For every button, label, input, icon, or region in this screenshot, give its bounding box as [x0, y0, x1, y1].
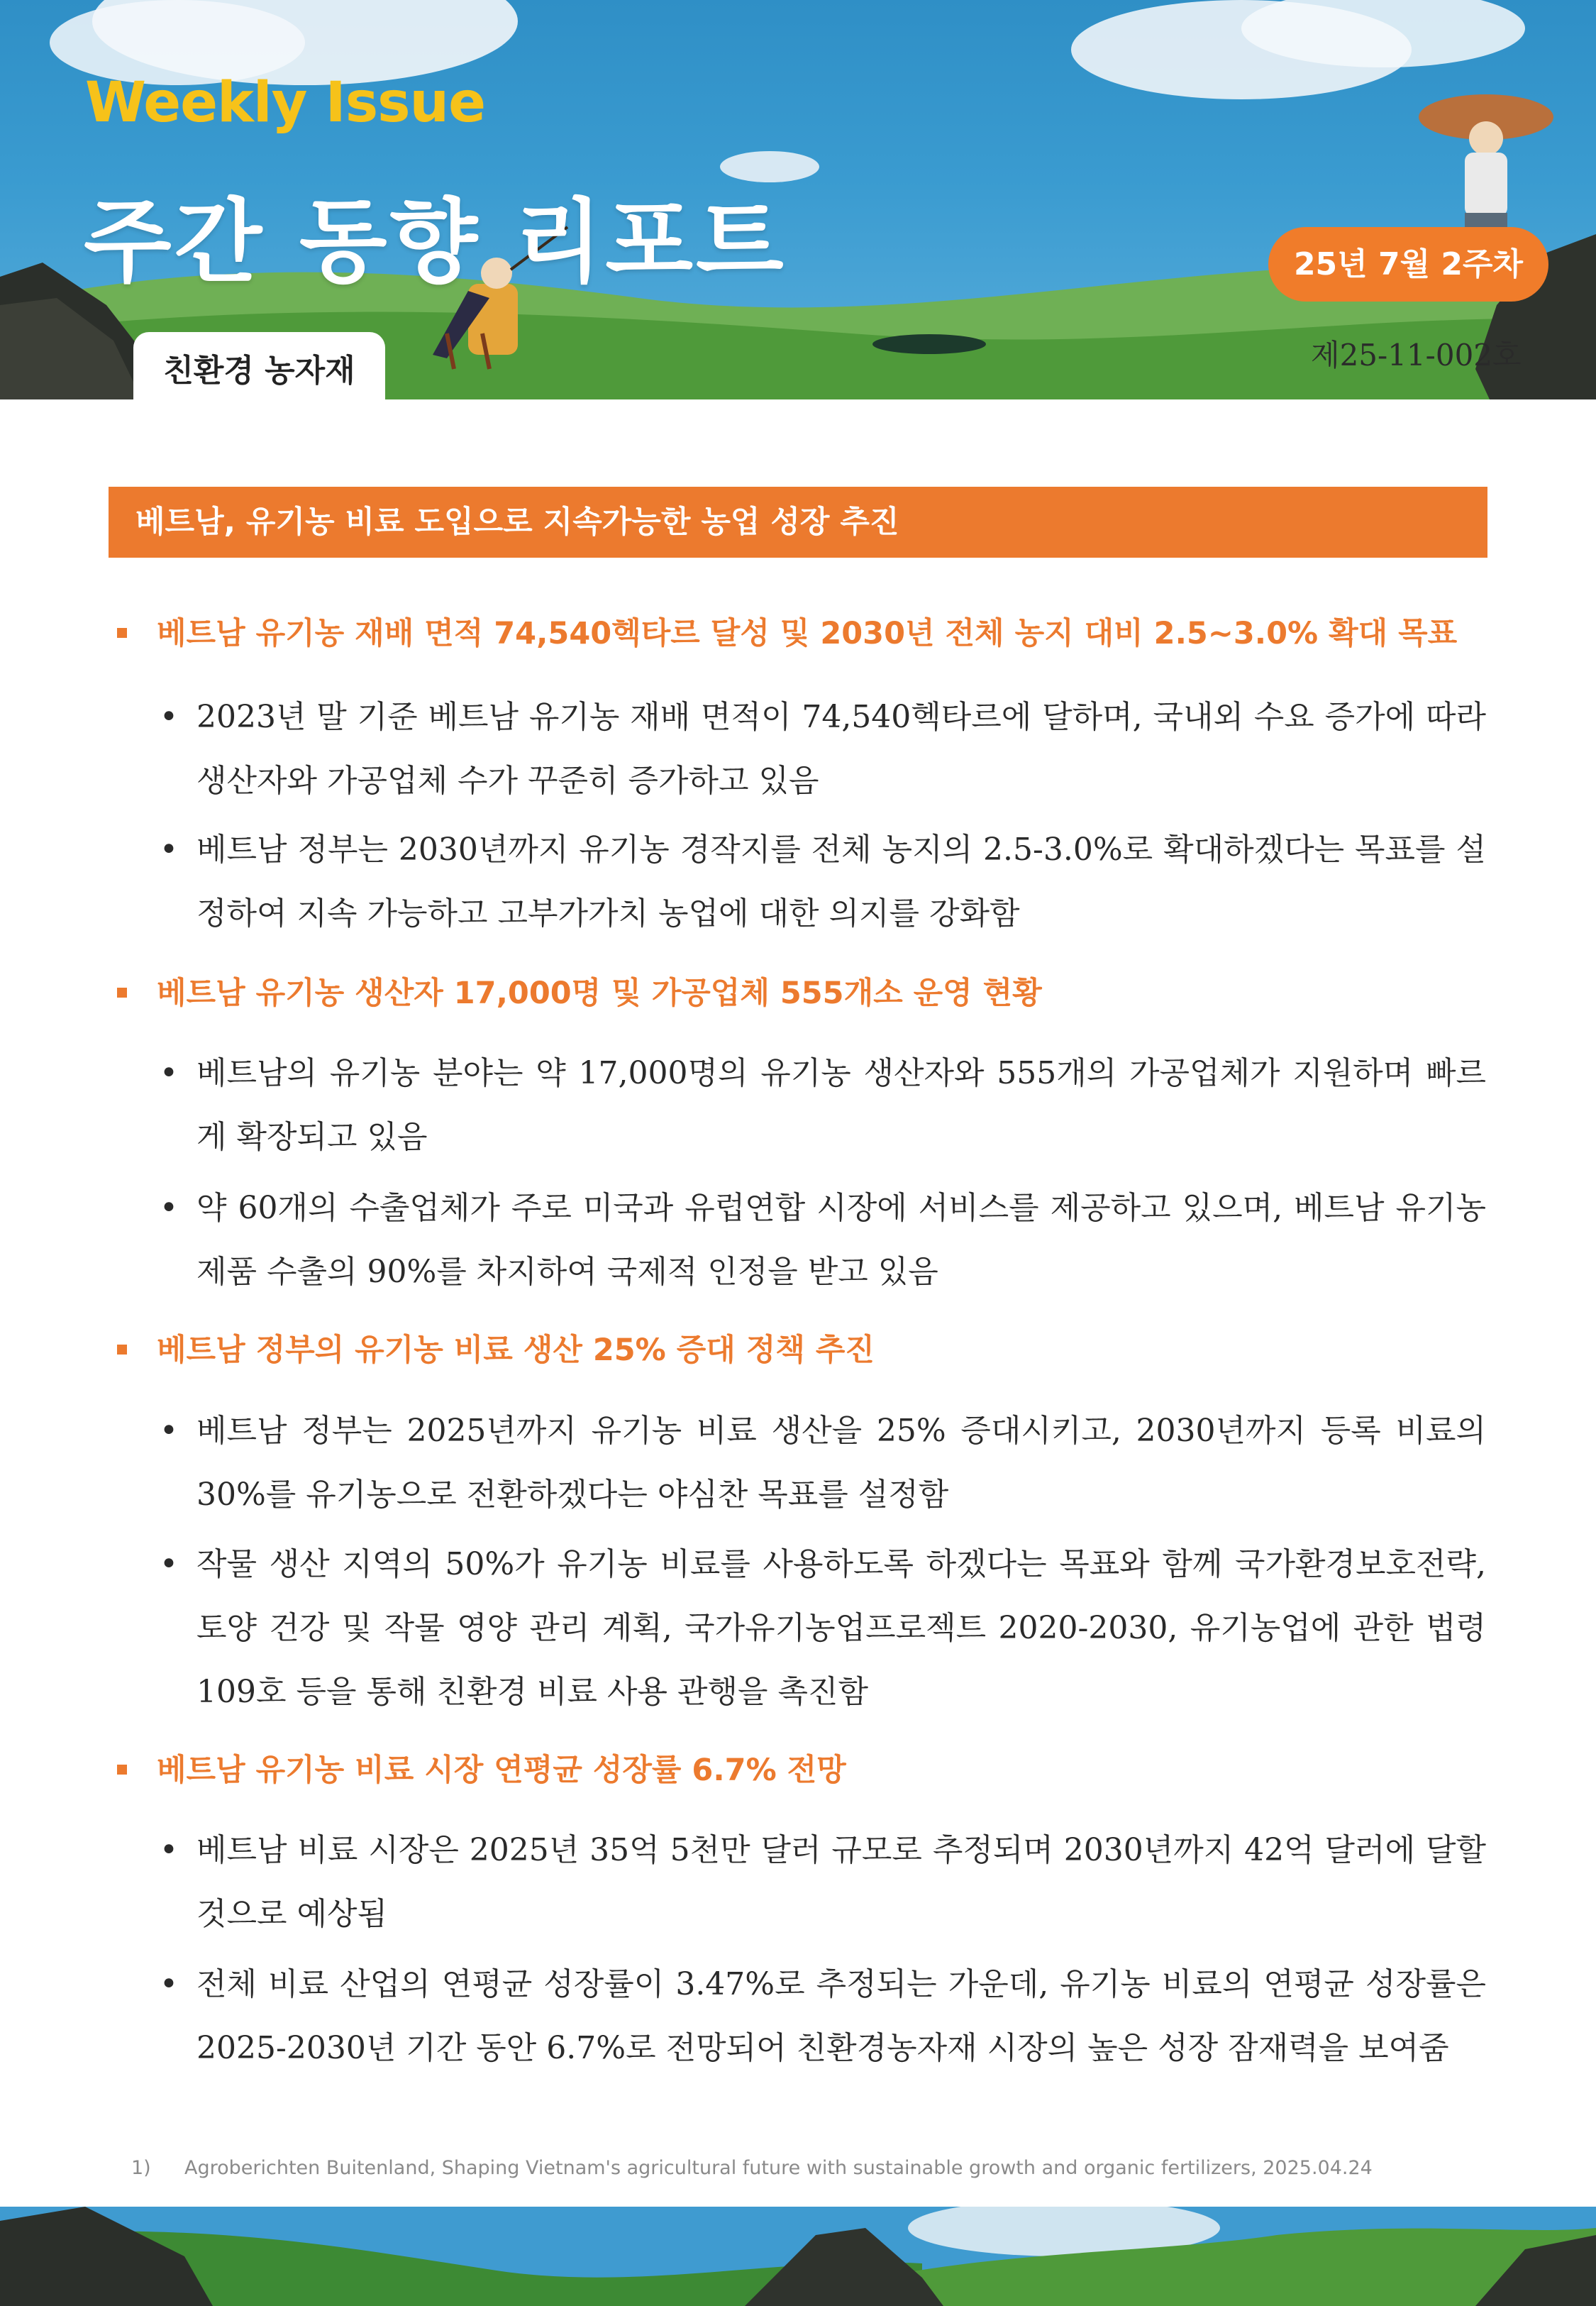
bullet-text: 베트남 정부는 2030년까지 유기농 경작지를 전체 농지의 2.5-3.0%로 확대하겠다는 목표를 설정하여 지속 가능하고 고부가가치 농업에 대한 의지를 강화함	[196, 832, 1486, 932]
header-banner	[0, 0, 1596, 399]
bullet-dot-icon: •	[160, 1966, 178, 2002]
bullet-dot-icon: •	[160, 1413, 178, 1449]
bullet-text: 작물 생산 지역의 50%가 유기농 비료를 사용하도록 하겠다는 목표와 함께 국가환경보호전략, 토양 건강 및 작물 영양 관리 계획, 국가유기농업프로젝트 2020-2030, 유기농업에 관한 법령 109호 등을 통해 친환경 비료 사용 관행을 촉진함	[196, 1546, 1486, 1710]
bullet-square-icon	[117, 1345, 127, 1355]
bullet-item	[160, 1533, 1486, 1724]
bullet-text: 베트남의 유기농 분야는 약 17,000명의 유기농 생산자와 555개의 가공업체가 지원하며 빠르게 확장되고 있음	[196, 1055, 1486, 1155]
weekly-issue-label: Weekly Issue	[85, 71, 485, 135]
bullet-item	[160, 1176, 1486, 1304]
bullet-item	[160, 1819, 1486, 1946]
bullet-item	[160, 685, 1486, 813]
topic-heading-text: 베트남 유기농 비료 시장 연평균 성장률 6.7% 전망	[157, 1753, 846, 1788]
footnote-number: 1)	[131, 2157, 151, 2179]
bullet-text: 2023년 말 기준 베트남 유기농 재배 면적이 74,540헥타르에 달하며, 국내외 수요 증가에 따라 생산자와 가공업체 수가 꾸준히 증가하고 있음	[196, 699, 1486, 799]
bullet-square-icon	[117, 628, 127, 638]
bullet-square-icon	[117, 988, 127, 998]
footer-banner	[0, 2207, 1596, 2306]
bullet-text: 전체 비료 산업의 연평균 성장률이 3.47%로 추정되는 가운데, 유기농 비료의 연평균 성장률은 2025-2030년 기간 동안 6.7%로 전망되어 친환경농자재 시장의 높은 성장 잠재력을 보여줌	[196, 1966, 1486, 2066]
bullet-dot-icon: •	[160, 1546, 178, 1582]
bullet-dot-icon: •	[160, 1190, 178, 1226]
category-tab: 친환경 농자재	[133, 332, 385, 399]
bullet-text: 베트남 비료 시장은 2025년 35억 5천만 달러 규모로 추정되며 2030년까지 42억 달러에 달할 것으로 예상됨	[196, 1832, 1486, 1932]
topic-heading	[117, 1329, 1493, 1372]
bullet-item	[160, 1042, 1486, 1169]
date-badge: 25년 7월 2주차	[1268, 227, 1548, 302]
topic-heading-text: 베트남 정부의 유기농 비료 생산 25% 증대 정책 추진	[157, 1333, 875, 1368]
bullet-dot-icon: •	[160, 699, 178, 735]
bullet-dot-icon: •	[160, 1055, 178, 1091]
bullet-item	[160, 1399, 1486, 1527]
bullet-text: 베트남 정부는 2025년까지 유기농 비료 생산을 25% 증대시키고, 2030년까지 등록 비료의 30%를 유기농으로 전환하겠다는 야심찬 목표를 설정함	[196, 1413, 1486, 1513]
report-title: 주간 동향 리포트	[84, 189, 787, 295]
topic-heading-text: 베트남 유기농 생산자 17,000명 및 가공업체 555개소 운영 현황	[157, 976, 1042, 1011]
footnote	[131, 2157, 1479, 2179]
bullet-item	[160, 1953, 1486, 2080]
bullet-item	[160, 818, 1486, 946]
bullet-dot-icon: •	[160, 1832, 178, 1868]
bullet-square-icon	[117, 1765, 127, 1775]
topic-heading	[117, 612, 1493, 655]
topic-heading	[117, 972, 1493, 1015]
footnote-text: Agroberichten Buitenland, Shaping Vietnam's agricultural future with sustainable growth and organic fertilizers, 2025.04.24	[184, 2157, 1373, 2179]
bullet-dot-icon: •	[160, 832, 178, 868]
topic-heading-text: 베트남 유기농 재배 면적 74,540헥타르 달성 및 2030년 전체 농지 대비 2.5~3.0% 확대 목표	[157, 616, 1458, 651]
topic-heading	[117, 1749, 1493, 1792]
section-title-bar: 베트남, 유기농 비료 도입으로 지속가능한 농업 성장 추진	[109, 487, 1487, 558]
issue-number: 제25-11-002호	[1311, 338, 1522, 373]
footer-illustration	[0, 2207, 1596, 2306]
bullet-text: 약 60개의 수출업체가 주로 미국과 유럽연합 시장에 서비스를 제공하고 있으며, 베트남 유기농 제품 수출의 90%를 차지하여 국제적 인정을 받고 있음	[196, 1190, 1486, 1290]
